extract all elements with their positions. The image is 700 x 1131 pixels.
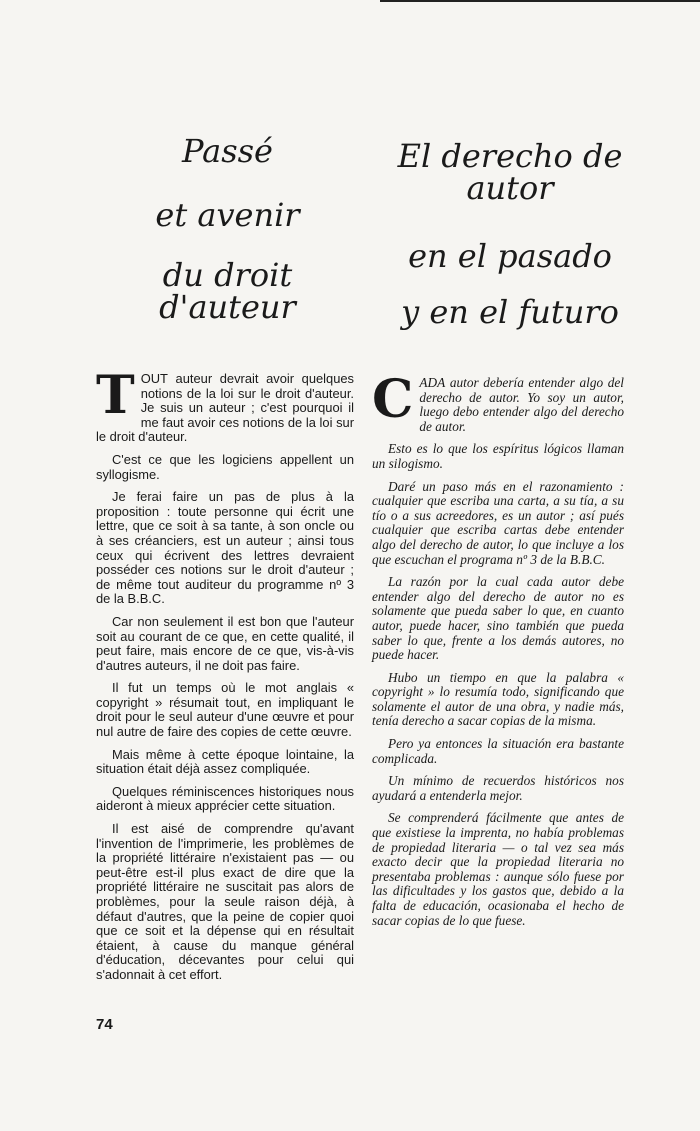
spanish-lead: ADA — [419, 375, 446, 390]
page-number: 74 — [96, 1016, 113, 1033]
spanish-dropcap: C — [372, 369, 414, 430]
spanish-paragraph-6: Pero ya entonces la situación era bastante complicada. — [372, 736, 624, 766]
spanish-paragraph-8: Se comprenderá fácilmente que antes de que existiese la imprenta, no había problemas de propiedad literaria — o tal vez sea más exacto decir que la propiedad literaria no presentaba problemas : aunque sólo fuese por las dificultades y los gastos que, debido a la falta de educación, ocasionaba el hecho de sacar copias de lo que fuese. — [372, 810, 624, 928]
french-dropcap: T — [96, 365, 135, 426]
french-paragraph-2: C'est ce que les logiciens appellent un syllogisme. — [96, 451, 354, 482]
french-paragraph-4: Car non seulement il est bon que l'auteur soit au courant de ce que, en cette qualité, il peut faire, mais encore de ce que, vis-à-vis d'autres auteurs, il ne doit pas faire. — [96, 613, 354, 673]
french-paragraph-1 — [96, 365, 354, 445]
spanish-paragraph-3: Daré un paso más en el razonamiento : cualquier que escriba una carta, a su tía, a su tío o a sus acreedores, es un autor ; así pués cualquier que escriba cartas debe entender algo del derecho de autor, lo que incluye a los que escuchan el programa nº 3 de la B.B.C. — [372, 478, 624, 567]
french-paragraph-8: Il est aisé de comprendre qu'avant l'invention de l'imprimerie, les problèmes de la propriété littéraire n'existaient pas — ou peut-être est-il plus exact de dire que la propriété littéraire ne suscitait pas alors de problèmes, pour la seule raison déjà, à défaut d'autres, que la peine de copier quoi que ce soit et la dépense qui en résultait étaient, à cause du manque général d'éducation, décevantes pour celui qui s'adonnait à cet effort. — [96, 821, 354, 982]
spanish-paragraph-2: Esto es lo que los espíritus lógicos llaman un silogismo. — [372, 441, 624, 471]
french-paragraph-1-text: auteur devrait avoir quelques notions de la loi sur le droit d'auteur. Je suis un auteur ; c'est pourquoi il me faut avoir ces notions de la loi sur le droit d'auteur. — [96, 371, 354, 445]
french-column — [96, 365, 354, 991]
french-paragraph-3: Je ferai faire un pas de plus à la proposition : toute personne qui écrit une lettre, que ce soit à sa tante, à son oncle ou à ses créanciers, est un auteur ; ainsi tous ceux qui écrivent des lettres devraient posséder ces notions sur le droit d'auteur ; de même tout auditeur du programme nº 3 de la B.B.C. — [96, 489, 354, 607]
french-title-line-2: et avenir — [155, 196, 300, 234]
french-title-line-3: du droit d'auteur — [159, 256, 296, 326]
spanish-column — [372, 369, 624, 936]
french-paragraph-6: Mais même à cette époque lointaine, la situation était déjà assez compliquée. — [96, 746, 354, 777]
top-rule — [380, 0, 700, 2]
spanish-title-line-3: y en el futuro — [401, 293, 619, 331]
spanish-paragraph-4: La razón por la cual cada autor debe entender algo del derecho de autor no es solamente que pueda saber lo que, en cuanto autor, puede hacer, sino también que pueda saber lo que, frente a los demás autores, no puede hacer. — [372, 574, 624, 663]
spanish-title — [375, 137, 645, 331]
spanish-paragraph-1-text: autor debería entender algo del derecho de autor. Yo soy un autor, luego debo entender algo del derecho de autor. — [419, 375, 624, 434]
french-paragraph-5: Il fut un temps où le mot anglais « copyright » résumait tout, en impliquant le droit pour le seul auteur d'une œuvre et pour nul autre de faire des copies de cette œuvre. — [96, 680, 354, 740]
french-paragraph-7: Quelques réminiscences historiques nous aideront à mieux apprécier cette situation. — [96, 783, 354, 814]
spanish-title-line-1: El derecho de autor — [397, 137, 623, 207]
french-title-line-1: Passé — [182, 132, 273, 170]
french-title — [100, 132, 355, 326]
french-lead: OUT — [140, 371, 168, 386]
spanish-paragraph-5: Hubo un tiempo en que la palabra « copyright » lo resumía todo, significando que solamente el autor de una obra, y nadie más, tenía derecho a sacar copias de la misma. — [372, 669, 624, 729]
spanish-title-line-2: en el pasado — [408, 237, 612, 275]
spanish-paragraph-7: Un mínimo de recuerdos históricos nos ayudará a entenderla mejor. — [372, 773, 624, 803]
spanish-paragraph-1 — [372, 369, 624, 434]
